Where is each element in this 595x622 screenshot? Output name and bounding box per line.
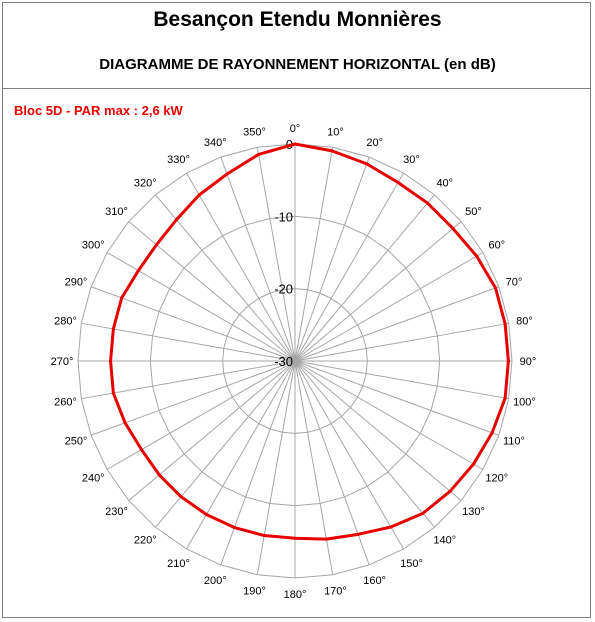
annotation-label: Bloc 5D - PAR max : 2,6 kW: [14, 103, 183, 118]
angle-tick-label: 120°: [485, 472, 509, 485]
data-point: [263, 534, 266, 537]
angle-tick-label: 20°: [366, 137, 384, 150]
angle-tick-label: 160°: [363, 574, 387, 587]
data-point: [389, 526, 392, 529]
data-point: [494, 287, 497, 290]
data-point: [257, 153, 260, 156]
data-point: [205, 513, 208, 516]
angle-tick-label: 70°: [505, 276, 523, 289]
angle-tick-label: 320°: [133, 177, 157, 190]
angle-tick-label: 140°: [433, 534, 457, 547]
data-point: [507, 360, 510, 363]
angle-tick-label: 270°: [50, 356, 74, 368]
data-point: [155, 243, 158, 246]
angle-tick-label: 80°: [516, 315, 533, 328]
angle-tick-label: 280°: [54, 315, 77, 328]
angle-tick-label: 210°: [167, 557, 190, 570]
data-point: [325, 538, 328, 541]
data-point: [504, 322, 507, 325]
angle-tick-label: 100°: [513, 396, 536, 409]
angle-tick-label: 150°: [400, 557, 423, 570]
angle-tick-label: 190°: [243, 585, 266, 598]
data-point: [504, 397, 507, 400]
data-point: [137, 269, 140, 272]
data-point: [109, 360, 112, 363]
chart-subtitle: DIAGRAMME DE RAYONNEMENT HORIZONTAL (en dB): [99, 56, 496, 73]
angle-tick-label: 30°: [403, 154, 420, 167]
data-point: [158, 473, 161, 476]
angle-tick-label: 0°: [289, 123, 301, 135]
data-point: [472, 463, 475, 466]
angle-tick-label: 260°: [54, 396, 77, 409]
data-point: [449, 490, 452, 493]
angle-tick-label: 50°: [465, 206, 482, 219]
angle-tick-label: 110°: [502, 435, 525, 448]
data-point: [140, 448, 143, 451]
data-point: [365, 162, 368, 165]
angle-tick-label: 310°: [105, 206, 128, 219]
radial-tick-label: -20: [274, 281, 293, 297]
data-point: [225, 173, 228, 176]
data-point: [112, 327, 115, 330]
angle-tick-label: 240°: [81, 472, 105, 485]
angle-tick-label: 230°: [105, 505, 128, 518]
angle-tick-label: 220°: [133, 534, 157, 547]
data-point: [421, 512, 424, 515]
radial-tick-label: 0: [285, 137, 293, 152]
data-point: [233, 526, 236, 529]
angle-tick-label: 60°: [488, 239, 506, 252]
data-point: [451, 227, 454, 230]
angle-tick-label: 290°: [64, 276, 88, 289]
data-point: [426, 202, 429, 205]
data-point: [112, 392, 115, 395]
angle-tick-label: 40°: [436, 177, 454, 190]
angle-tick-label: 180°: [283, 589, 307, 601]
angle-tick-label: 90°: [519, 356, 537, 368]
angle-tick-label: 130°: [462, 505, 485, 518]
angle-tick-label: 10°: [327, 126, 344, 139]
data-point: [180, 495, 183, 498]
data-point: [491, 431, 494, 434]
chart-title: Besançon Etendu Monnières: [153, 8, 442, 31]
angle-tick-label: 200°: [203, 574, 227, 587]
data-point: [397, 181, 400, 184]
radial-tick-label: -30: [274, 354, 293, 369]
data-point: [331, 149, 334, 152]
angle-tick-label: 300°: [81, 239, 105, 252]
series-line: [111, 144, 509, 539]
angle-tick-label: 170°: [324, 585, 347, 598]
angle-tick-label: 250°: [64, 435, 88, 448]
data-point: [475, 255, 478, 258]
data-point: [357, 533, 360, 536]
angle-tick-label: 330°: [167, 154, 190, 167]
data-point: [294, 537, 297, 540]
angle-tick-label: 350°: [243, 126, 266, 139]
angle-tick-label: 340°: [203, 137, 227, 150]
data-point: [120, 296, 123, 299]
radial-tick-label: -10: [274, 209, 293, 225]
data-point: [294, 143, 297, 146]
data-point: [124, 421, 127, 424]
data-point: [175, 218, 178, 221]
data-point: [198, 194, 201, 197]
